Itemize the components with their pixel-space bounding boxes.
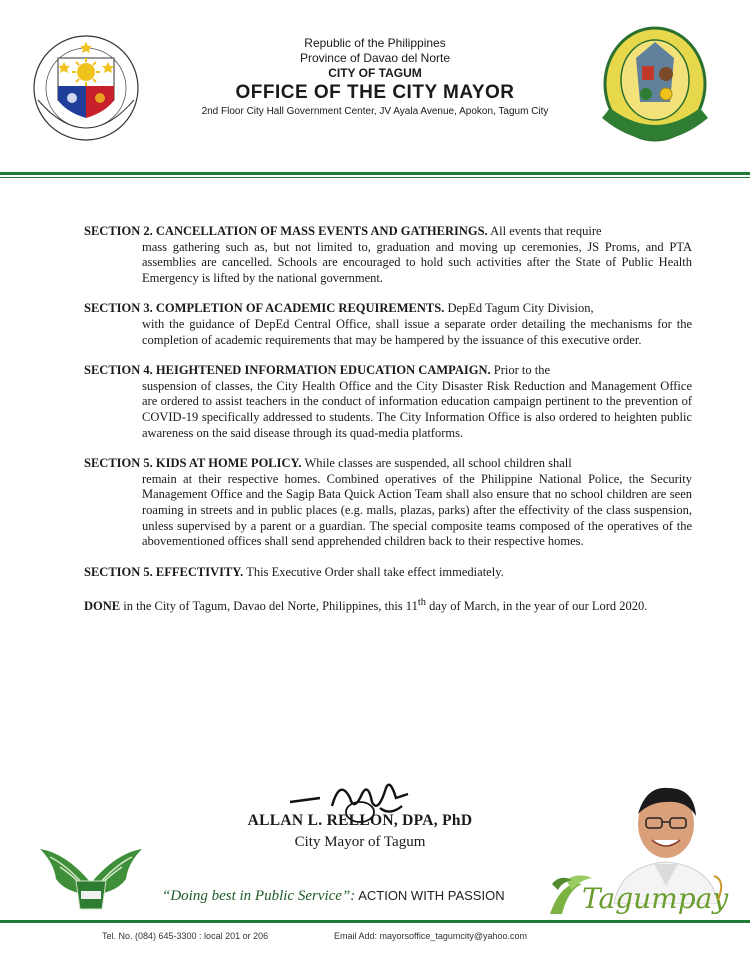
office-address: 2nd Floor City Hall Government Center, JV Ayala Avenue, Apokon, Tagum City [201, 106, 549, 117]
signatory-name: ALLAN L. RELLON, DPA, PhD [247, 812, 473, 829]
svg-text:Tagumpay: Tagumpay [582, 882, 729, 915]
slogan [162, 888, 562, 905]
section-5-effectivity [84, 565, 692, 581]
section-text-first: All events that require [490, 224, 602, 238]
section-text-first: While classes are suspended, all school children shall [304, 456, 572, 471]
section-text: suspension of classes, the City Health Office and the City Disaster Risk Reduction and Management Office are ordered to assist teachers in the conduct of information education campaign pertinent to the prevention of COVID-19 specifically addressed to students. The City Information Office is also ordered to heighten public awareness on the said disease through its quad-media platforms. [142, 378, 692, 440]
tagum-wings-emblem-icon [36, 843, 146, 913]
section-heading: SECTION 3. COMPLETION OF ACADEMIC REQUIREMENTS. [84, 301, 445, 316]
header-rule-thin [0, 177, 750, 178]
section-2 [84, 224, 692, 286]
done-sup: th [417, 597, 426, 609]
section-5-kids [84, 456, 692, 550]
tagumpay-logo-icon [542, 870, 732, 922]
footer-rule [0, 920, 750, 923]
philippine-seal-icon [30, 28, 142, 148]
section-text: with the guidance of DepEd Central Office, shall issue a separate order detailing the mechanisms for the completion of academic requirements that may be hampered by the issuance of this executive order. [142, 316, 692, 347]
section-heading: SECTION 5. KIDS AT HOME POLICY. [84, 456, 302, 471]
section-text-first: DepEd Tagum City Division, [447, 301, 594, 316]
section-text-first: Prior to the [493, 363, 551, 378]
section-3 [84, 301, 692, 348]
email-address: Email Add: mayorsoffice_tagumcity@yahoo.com [334, 931, 528, 941]
done-lead: DONE [84, 599, 121, 614]
signatory-title: City Mayor of Tagum [294, 834, 426, 850]
city-of-tagum-seal-icon [596, 22, 714, 154]
done-text-a: in the City of Tagum, Davao del Norte, Philippines, this 11 [120, 599, 418, 614]
province-line: Province of Davao del Norte [299, 51, 451, 65]
section-text: mass gathering such as, but not limited to, graduation and moving up ceremonies, JS Proms, and PTA assemblies are cancelled. Schools are encouraged to hold such activities after the State of Public Health Emergency is lifted by the national government. [142, 239, 692, 285]
header-rule [0, 172, 750, 175]
done-text-b: day of March, in the year of our Lord 2020. [425, 599, 648, 614]
office-title: OFFICE OF THE CITY MAYOR [235, 82, 515, 103]
city-line: CITY OF TAGUM [328, 66, 422, 80]
done-clause [84, 595, 692, 615]
telephone: Tel. No. (084) 645-3300 : local 201 or 206 [102, 931, 269, 941]
section-4 [84, 363, 692, 441]
section-heading: SECTION 2. CANCELLATION OF MASS EVENTS AND GATHERINGS. [84, 224, 488, 238]
section-text: remain at their respective homes. Combined operatives of the Philippine National Police, the Security Management Office and the Sagip Bata Quick Action Team shall also ensure that no school children are seen roaming in streets and in public places (e.g. malls, plazas, parks) after the effectivity of the class suspension, unless supervised by a parent or a guardian. The special composite teams composed of the operatives of the abovementioned offices shall send apprehended children back to their respective homes. [142, 471, 692, 549]
section-heading: SECTION 5. EFFECTIVITY. [84, 564, 244, 579]
order-body [84, 224, 692, 630]
section-text-first: This Executive Order shall take effect immediately. [246, 564, 504, 579]
republic-line: Republic of the Philippines [304, 36, 446, 50]
letterhead [0, 0, 750, 178]
letterhead-text [150, 36, 600, 119]
section-heading: SECTION 4. HEIGHTENED INFORMATION EDUCATION CAMPAIGN. [84, 363, 491, 378]
slogan-caps: ACTION WITH PASSION [355, 888, 505, 903]
slogan-italic: “Doing best in Public Service”: [162, 888, 356, 904]
